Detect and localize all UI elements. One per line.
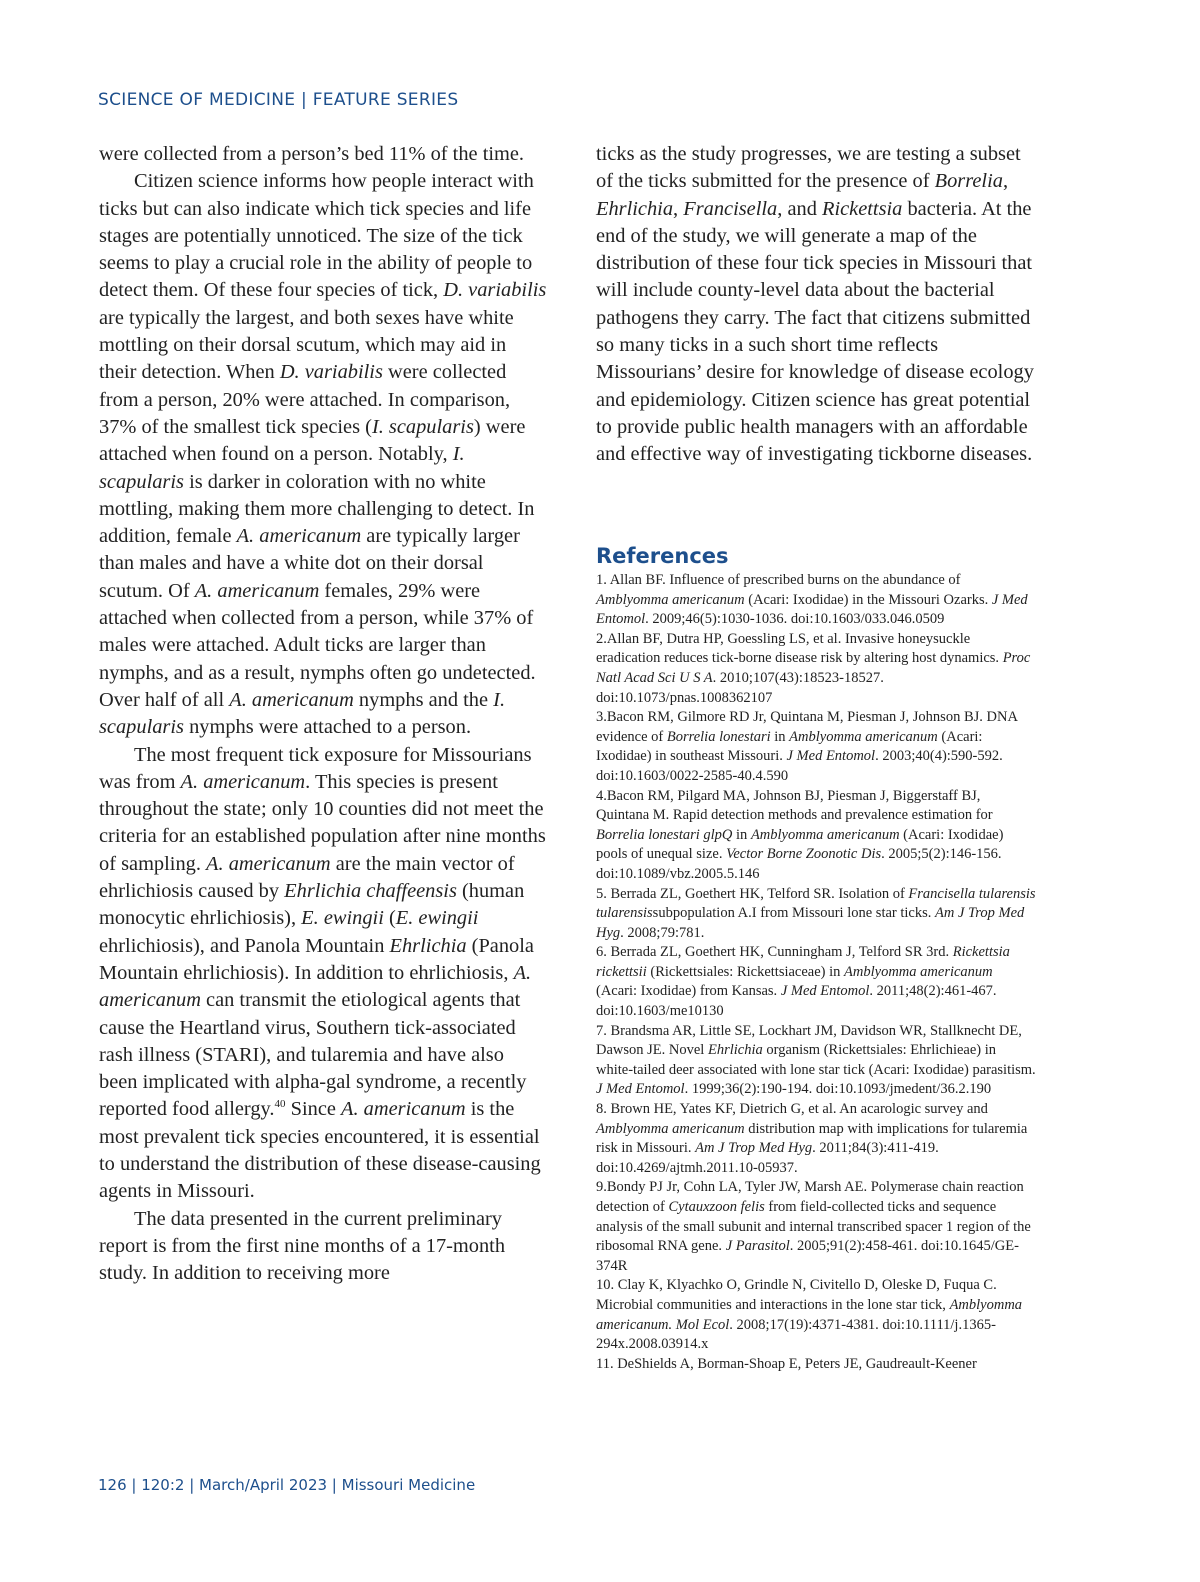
- left-paragraph-4: The data presented in the current preliminary report is from the first nine months of a 17-month study. In addition to receiving more: [99, 1207, 506, 1285]
- right-column: [596, 141, 1036, 469]
- citation-superscript: 40: [274, 1098, 286, 1111]
- left-paragraph-3: The most frequent tick exposure for Missourians was from A. americanum. This species is present throughout the state; only 10 counties did not meet the criteria for an established population after nine months of sampling. A. americanum are the main vector of ehrlichiosis caused by Ehrlichia chaffeensis (human monocytic ehrlichiosis), E. ewingii (E. ewingii ehrlichiosis), and Panola Mountain Ehrlichia (Panola Mountain ehrlichiosis). In addition to ehrlichiosis, A. americanum can transmit the etiological agents that cause the Heartland virus, Southern tick-associated rash illness (STARI), and tularemia and have also been implicated with alpha-gal syndrome, a recently reported food allergy.$^{40}$ Since A. americanum is the most prevalent tick species encountered, it is essential to understand the distribution of these disease-causing agents in Missouri.: [99, 743, 546, 1203]
- reference-item: 7. Brandsma AR, Little SE, Lockhart JM, Davidson WR, Stallknecht DE, Dawson JE. Novel Ehrlichia organism (Rickettsiales: Ehrlichieae) in white-tailed deer associated with lone star tick (Acari: Ixodidae) parasitism. J Med Entomol. 1999;36(2):190-194. doi:10.1093/jmedent/36.2.190: [596, 1022, 1036, 1098]
- reference-item: 9.Bondy PJ Jr, Cohn LA, Tyler JW, Marsh AE. Polymerase chain reaction detection of Cytauxzoon felis from field-collected ticks and sequence analysis of the small subunit and internal transcribed spacer 1 region of the ribosomal RNA gene. J Parasitol. 2005;91(2):458-461. doi:10.1645/GE-374R: [596, 1179, 1031, 1274]
- reference-item: 2.Allan BF, Dutra HP, Goessling LS, et al. Invasive honeysuckle eradication reduces tick-borne disease risk by altering host dynamics. Proc Natl Acad Sci U S A. 2010;107(43):18523-18527. doi:10.1073/pnas.1008362107: [596, 630, 1031, 706]
- page-footer: 126 | 120:2 | March/April 2023 | Missouri Medicine: [98, 1476, 476, 1494]
- right-paragraph-1: ticks as the study progresses, we are testing a subset of the ticks submitted for the presence of Borrelia, Ehrlichia, Francisella, and Rickettsia bacteria. At the end of the study, we will generate a map of the distribution of these four tick species in Missouri that will include county-level data about the bacterial pathogens they carry. The fact that citizens submitted so many ticks in a such short time reflects Missourians’ desire for knowledge of disease ecology and epidemiology. Citizen science has great potential to provide public health managers with an affordable and effective way of investigating tickborne diseases.: [596, 143, 1034, 466]
- left-column: [99, 141, 547, 1287]
- reference-item: 10. Clay K, Klyachko O, Grindle N, Civitello D, Oleske D, Fuqua C. Microbial communities and interactions in the lone star tick, Amblyomma americanum. Mol Ecol. 2008;17(19):4371-4381. doi:10.1111/j.1365-294x.2008.03914.x: [596, 1277, 1023, 1353]
- left-paragraph-2: Citizen science informs how people interact with ticks but can also indicate which tick species and life stages are potentially unnoticed. The size of the tick seems to play a crucial role in the ability of people to detect them. Of these four species of tick, D. variabilis are typically the largest, and both sexes have white mottling on their dorsal scutum, which may aid in their detection. When D. variabilis were collected from a person, 20% were attached. In comparison, 37% of the smallest tick species (I. scapularis) were attached when found on a person. Notably, I. scapularis is darker in coloration with no white mottling, making them more challenging to detect. In addition, female A. americanum are typically larger than males and have a white dot on their dorsal scutum. Of A. americanum females, 29% were attached when collected from a person, while 37% of males were attached. Adult ticks are larger than nymphs, and as a result, nymphs often go undetected. Over half of all A. americanum nymphs and the I. scapularis nymphs were attached to a person.: [99, 170, 547, 739]
- reference-item: 3.Bacon RM, Gilmore RD Jr, Quintana M, Piesman J, Johnson BJ. DNA evidence of Borrelia lonestari in Amblyomma americanum (Acari: Ixodidae) in southeast Missouri. J Med Entomol. 2003;40(4):590-592. doi:10.1603/0022-2585-40.4.590: [596, 709, 1018, 784]
- left-paragraph-1: were collected from a person’s bed 11% of the time.: [99, 143, 525, 165]
- reference-item: 8. Brown HE, Yates KF, Dietrich G, et al. An acarologic survey and Amblyomma americanum distribution map with implications for tularemia risk in Missouri. Am J Trop Med Hyg. 2011;84(3):411-419. doi:10.4269/ajtmh.2011.10-05937.: [596, 1101, 1028, 1176]
- reference-item: 1. Allan BF. Influence of prescribed burns on the abundance of Amblyomma americanum (Acari: Ixodidae) in the Missouri Ozarks. J Med Entomol. 2009;46(5):1030-1036. doi:10.1603/033.046.0509: [596, 572, 1028, 628]
- reference-item: 5. Berrada ZL, Goethert HK, Telford SR. Isolation of Francisella tularensis tularensissubpopulation A.I from Missouri lone star ticks. Am J Trop Med Hyg. 2008;79:781.: [596, 885, 1036, 941]
- reference-item: 11. DeShields A, Borman-Shoap E, Peters JE, Gaudreault-Keener: [596, 1355, 977, 1372]
- reference-item: 6. Berrada ZL, Goethert HK, Cunningham J, Telford SR 3rd. Rickettsia rickettsii (Rickettsiales: Rickettsiaceae) in Amblyomma americanum (Acari: Ixodidae) from Kansas. J Med Entomol. 2011;48(2):461-467. doi:10.1603/me10130: [596, 944, 1010, 1020]
- references-list: [596, 571, 1036, 1374]
- page-header: SCIENCE OF MEDICINE | FEATURE SERIES: [98, 90, 459, 110]
- references-heading: References: [596, 544, 729, 568]
- reference-item: 4.Bacon RM, Pilgard MA, Johnson BJ, Piesman J, Biggerstaff BJ, Quintana M. Rapid detection methods and prevalence estimation for Borrelia lonestari glpQ in Amblyomma americanum (Acari: Ixodidae) pools of unequal size. Vector Borne Zoonotic Dis. 2005;5(2):146-156. doi:10.1089/vbz.2005.5.146: [596, 787, 1004, 882]
